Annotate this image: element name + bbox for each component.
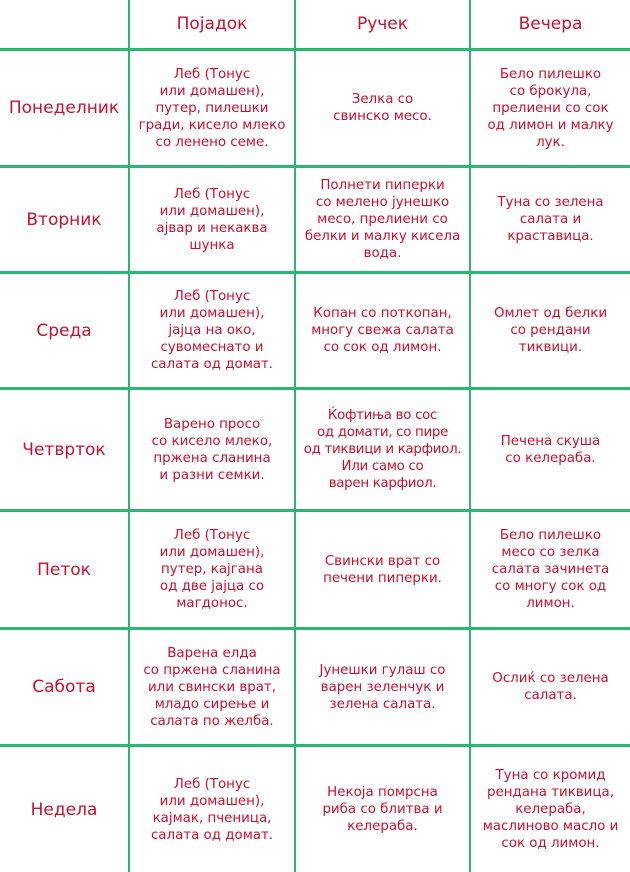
row-day-label: Среда	[36, 320, 92, 341]
row-day-label: Сабота	[32, 677, 96, 697]
row-day-label: Недела	[30, 799, 98, 820]
lunch-cell: Некоја помрсна риба со блитва и келераба.	[322, 785, 443, 834]
lunch-cell: Зелка со свинско месо.	[333, 92, 432, 124]
row-day-label: Четврток	[22, 439, 106, 460]
dinner-cell: Туна со зелена салата и краставица.	[497, 195, 604, 244]
dinner-cell: Печена скуша со келераба.	[500, 433, 601, 466]
dinner-cell: Туна со кромид рендана тиквица, келераба, маслиново масло и сок од лимон.	[482, 768, 619, 851]
column-header-lunch: Ручек	[356, 14, 409, 34]
lunch-cell: Копан со поткопан, многу свежа салата со сок од лимон.	[311, 306, 454, 355]
lunch-cell: Ќофтиња во сос од домати, со пире од тиквици и карфиол. Или само со варен карфиол.	[303, 408, 462, 491]
breakfast-cell: Леб (Тонус или домашен), јајца на око, сувомеснато и салата од домат.	[150, 289, 274, 372]
column-header-breakfast: Појадок	[176, 14, 248, 34]
column-header-dinner: Вечера	[518, 14, 583, 34]
breakfast-cell: Варено просо со кисело млеко, пржена сланина и разни семки.	[151, 416, 273, 483]
breakfast-cell: Леб (Тонус или домашен), кајмак, пченица, салата од домат.	[150, 776, 274, 843]
row-day-label: Петок	[37, 559, 91, 580]
dinner-cell: Бело пилешко месо со зелка салата зачинета со многу сок од лимон.	[491, 528, 610, 611]
dinner-cell: Омлет од белки со рендани тиквици.	[493, 306, 608, 355]
breakfast-cell: Леб (Тонус или домашен), ајвар и некаква шунка	[156, 186, 268, 253]
row-day-label: Вторник	[26, 209, 102, 230]
dinner-cell: Ослиќ со зелена салата.	[492, 671, 609, 703]
breakfast-cell: Леб (Тонус или домашен), путер, пилешки гради, кисело млеко со ленено семе.	[138, 66, 286, 150]
breakfast-cell: Леб (Тонус или домашен), путер, кајгана од две јајца со магдонос.	[159, 528, 265, 611]
lunch-cell: Јунешки гулаш со варен зеленчук и зелена салата.	[319, 662, 446, 712]
breakfast-cell: Варена елда со пржена сланина или свински врат, младо сирење и салата по желба.	[143, 645, 281, 729]
lunch-cell: Полнети пиперки со мелено јунешко месо, прелиени со белки и малку кисела вода.	[304, 178, 461, 261]
lunch-cell: Свински врат со печени пиперки.	[323, 553, 442, 586]
row-day-label: Понеделник	[8, 98, 120, 118]
dinner-cell: Бело пилешко со брокула, прелиени со сок од лимон и малку лук.	[487, 66, 614, 150]
